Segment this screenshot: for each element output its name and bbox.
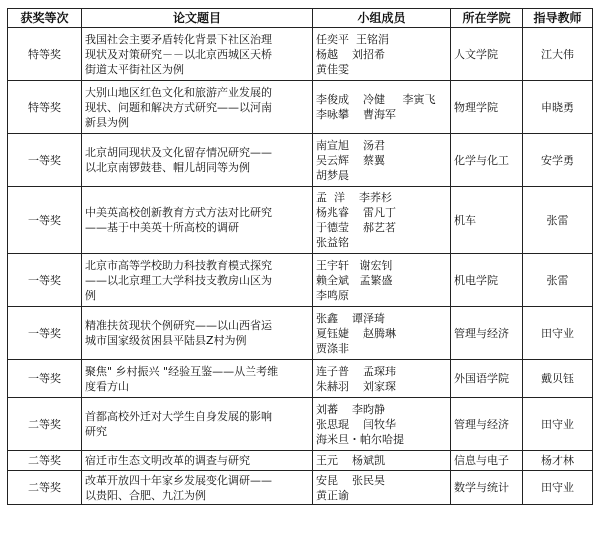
title-line: 以北京南锣鼓巷、帽儿胡同等为例 <box>85 161 250 174</box>
header-award: 获奖等次 <box>8 9 82 28</box>
member-line: 安昆 张民昊 <box>316 473 385 487</box>
member-line: 于德莹 郝艺茗 <box>316 221 396 234</box>
member-line: 李咏攀 曹海军 <box>316 108 396 121</box>
members-cell <box>313 451 451 471</box>
title-line: 现状、问题和解决方式研究——以河南 <box>85 100 272 114</box>
title-line: 宿迁市生态文明改革的调查与研究 <box>85 454 250 467</box>
member-line: 海米旦・帕尔哈提 <box>316 432 404 446</box>
college-cell: 信息与电子 <box>451 451 523 471</box>
member-line: 赖全斌 孟繁盛 <box>316 273 393 287</box>
members-cell <box>313 81 451 134</box>
member-line: 吴云辉 蔡翼 <box>316 153 385 167</box>
title-cell <box>82 451 313 471</box>
member-line: 刘蕃 李昀静 <box>316 402 385 416</box>
award-cell: 二等奖 <box>8 398 82 451</box>
member-line: 张益铭 <box>316 236 349 249</box>
college-cell: 机电学院 <box>451 254 523 307</box>
table-row <box>8 254 593 307</box>
title-line: 城市国家级贫困县平陆县Z村为例 <box>85 334 247 347</box>
award-cell: 一等奖 <box>8 187 82 254</box>
members-cell <box>313 360 451 398</box>
member-line: 夏钰婕 赵腾琳 <box>316 326 396 340</box>
title-cell <box>82 254 313 307</box>
table-row <box>8 398 593 451</box>
title-line: 我国社会主要矛盾转化背景下社区治理 <box>85 32 272 46</box>
title-cell <box>82 360 313 398</box>
table-row <box>8 471 593 505</box>
member-line: 王宇轩 谢宏钊 <box>316 258 393 272</box>
member-line: 孟 洋 李荞杉 <box>316 191 392 204</box>
table-row <box>8 451 593 471</box>
college-cell: 物理学院 <box>451 81 523 134</box>
title-line: 中美英高校创新教育方式方法对比研究 <box>85 206 272 219</box>
title-line: 现状及对策研究－－以北京西城区天桥 <box>85 47 272 61</box>
header-college: 所在学院 <box>451 9 523 28</box>
table-row <box>8 28 593 81</box>
member-line: 贾涤非 <box>316 341 349 355</box>
title-cell <box>82 81 313 134</box>
member-line: 杨越 刘招希 <box>316 47 385 61</box>
title-line: 研究 <box>85 425 107 438</box>
table-row <box>8 360 593 398</box>
award-cell: 一等奖 <box>8 307 82 360</box>
table-header-row <box>8 9 593 28</box>
members-cell <box>313 398 451 451</box>
college-cell: 管理与经济 <box>451 307 523 360</box>
members-cell <box>313 307 451 360</box>
title-cell <box>82 28 313 81</box>
title-line: 北京胡同现状及文化留存情况研究—— <box>85 146 272 159</box>
table-row <box>8 81 593 134</box>
title-line: 精准扶贫现状个例研究——以山西省运 <box>85 319 272 332</box>
table-row <box>8 187 593 254</box>
title-line: 北京市高等学校助力科技教育模式探究 <box>85 258 272 272</box>
member-line: 王元 杨斌凯 <box>316 454 385 467</box>
teacher-cell: 张雷 <box>523 254 593 307</box>
college-cell: 机车 <box>451 187 523 254</box>
header-teacher: 指导教师 <box>523 9 593 28</box>
award-cell: 二等奖 <box>8 471 82 505</box>
title-line: 度看方山 <box>85 379 129 393</box>
title-line: 新县为例 <box>85 115 129 129</box>
members-cell <box>313 28 451 81</box>
teacher-cell: 田守业 <box>523 471 593 505</box>
award-cell: 一等奖 <box>8 134 82 187</box>
award-cell: 一等奖 <box>8 360 82 398</box>
table-body <box>8 28 593 505</box>
title-cell <box>82 187 313 254</box>
members-cell <box>313 471 451 505</box>
member-line: 连子普 孟琛玮 <box>316 364 396 378</box>
award-cell: 二等奖 <box>8 451 82 471</box>
college-cell: 数学与统计 <box>451 471 523 505</box>
member-line: 杨兆睿 雷凡丁 <box>316 206 396 219</box>
award-cell: 特等奖 <box>8 81 82 134</box>
title-line: 大别山地区红色文化和旅游产业发展的 <box>85 85 272 99</box>
teacher-cell: 申晓勇 <box>523 81 593 134</box>
title-line: 改革开放四十年家乡发展变化调研—— <box>85 473 272 487</box>
members-cell <box>313 134 451 187</box>
title-line: 聚焦" 乡村振兴 "经验互鉴——从兰考维 <box>85 364 279 378</box>
table-row <box>8 307 593 360</box>
title-line: ——基于中美英十所高校的调研 <box>85 221 239 234</box>
title-line: 街道太平街社区为例 <box>85 62 184 76</box>
member-line: 黄佳雯 <box>316 62 349 76</box>
member-line: 朱赫羽 刘家琛 <box>316 379 396 393</box>
title-line: 以贵阳、合肥、九江为例 <box>85 488 206 502</box>
title-cell <box>82 134 313 187</box>
title-line: 例 <box>85 288 96 302</box>
title-cell <box>82 471 313 505</box>
teacher-cell: 杨才林 <box>523 451 593 471</box>
table-row <box>8 134 593 187</box>
members-cell <box>313 187 451 254</box>
college-cell: 管理与经济 <box>451 398 523 451</box>
member-line: 李俊成 冷健 李寅飞 <box>316 93 436 106</box>
teacher-cell: 张雷 <box>523 187 593 254</box>
member-line: 南宣旭 汤君 <box>316 138 385 152</box>
member-line: 任奕平 王铭涓 <box>316 32 389 46</box>
teacher-cell: 安学勇 <box>523 134 593 187</box>
header-title: 论文题目 <box>82 9 313 28</box>
title-cell <box>82 307 313 360</box>
header-members: 小组成员 <box>313 9 451 28</box>
awards-table <box>7 8 593 505</box>
title-cell <box>82 398 313 451</box>
teacher-cell: 江大伟 <box>523 28 593 81</box>
award-cell: 特等奖 <box>8 28 82 81</box>
college-cell: 化学与化工 <box>451 134 523 187</box>
teacher-cell: 戴贝钰 <box>523 360 593 398</box>
awards-table-container <box>7 8 592 505</box>
teacher-cell: 田守业 <box>523 398 593 451</box>
member-line: 张鑫 谭泽琦 <box>316 311 385 325</box>
college-cell: 外国语学院 <box>451 360 523 398</box>
members-cell <box>313 254 451 307</box>
college-cell: 人文学院 <box>451 28 523 81</box>
member-line: 胡梦晨 <box>316 168 349 182</box>
title-line: ——以北京理工大学科技支教房山区为 <box>85 273 272 287</box>
member-line: 黄正谕 <box>316 488 349 502</box>
member-line: 张思琨 闫牧华 <box>316 417 396 431</box>
member-line: 李鸣原 <box>316 288 349 302</box>
title-line: 首都高校外迁对大学生自身发展的影响 <box>85 410 272 423</box>
award-cell: 一等奖 <box>8 254 82 307</box>
teacher-cell: 田守业 <box>523 307 593 360</box>
